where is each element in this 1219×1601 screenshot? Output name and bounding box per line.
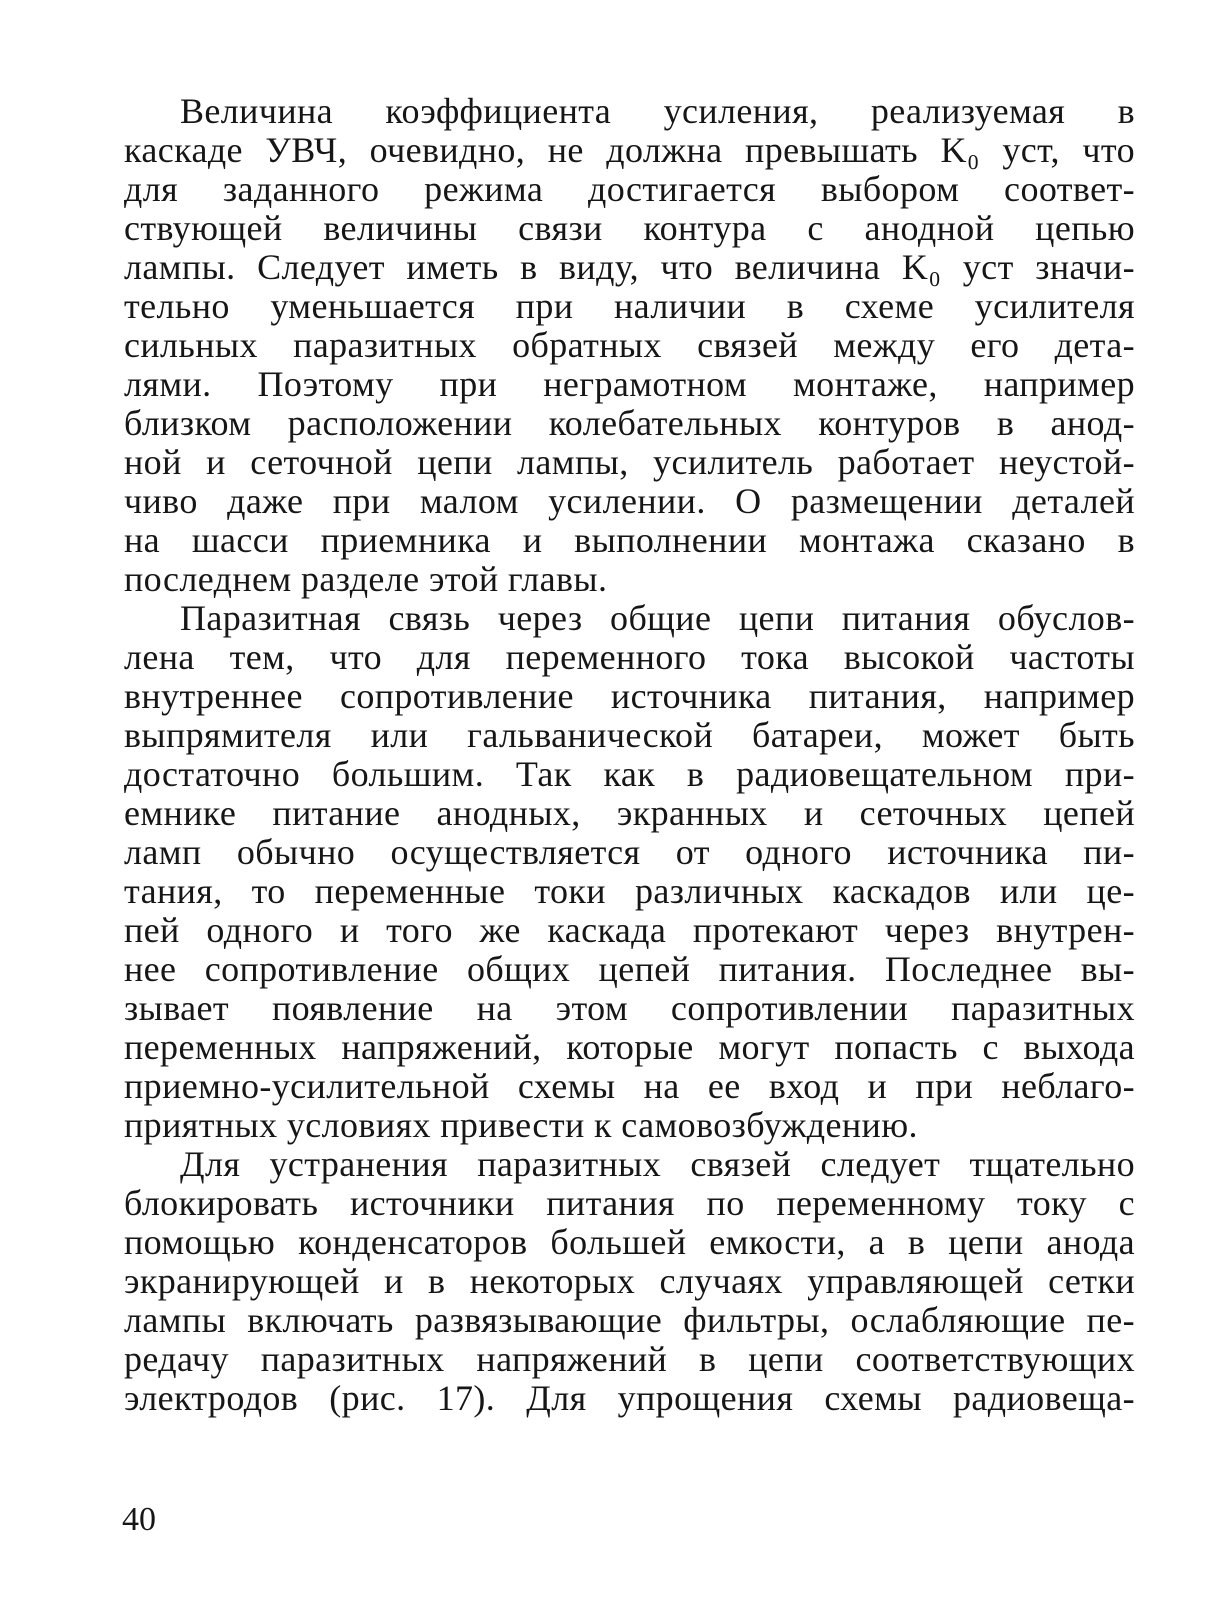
paragraph-2: [124, 599, 1135, 1145]
text-line: лампы. Следует иметь в виду, что величина K₀ уст значи-: [124, 247, 1135, 287]
text-line: лампы включать развязывающие фильтры, ослабляющие пе-: [124, 1300, 1135, 1340]
text-line: каскаде УВЧ, очевидно, не должна превышать K₀ уст, что: [124, 130, 1135, 170]
text-line: помощью конденсаторов большей емкости, а в цепи анода: [124, 1222, 1135, 1262]
text-line: переменных напряжений, которые могут попасть с выхода: [124, 1027, 1135, 1067]
text-line: емнике питание анодных, экранных и сеточных цепей: [124, 793, 1135, 833]
text-line: достаточно большим. Так как в радиовещательном при-: [124, 754, 1135, 794]
text-line: нее сопротивление общих цепей питания. Последнее вы-: [124, 949, 1135, 989]
text-line: тельно уменьшается при наличии в схеме усилителя: [124, 286, 1135, 326]
text-line: внутреннее сопротивление источника питания, например: [124, 676, 1135, 716]
text-line: лена тем, что для переменного тока высокой частоты: [124, 637, 1135, 677]
page-number: 40: [122, 1501, 156, 1538]
text-line: зывает появление на этом сопротивлении паразитных: [124, 988, 1135, 1028]
text-line: пей одного и того же каскада протекают через внутрен-: [124, 910, 1135, 950]
text-line: Паразитная связь через общие цепи питания обуслов-: [180, 598, 1135, 638]
text-line: на шасси приемника и выполнении монтажа сказано в: [124, 520, 1135, 560]
text-line: экранирующей и в некоторых случаях управляющей сетки: [124, 1261, 1135, 1301]
text-line: последнем разделе этой главы.: [124, 559, 608, 599]
text-line: Для устранения паразитных связей следует тщательно: [180, 1144, 1135, 1184]
text-line: сильных паразитных обратных связей между его дета-: [124, 325, 1135, 365]
text-line: ной и сеточной цепи лампы, усилитель работает неустой-: [124, 442, 1135, 482]
text-line: лями. Поэтому при неграмотном монтаже, например: [124, 364, 1135, 404]
page-body: [124, 92, 1135, 1418]
text-line: тания, то переменные токи различных каскадов или це-: [124, 871, 1135, 911]
text-line: ствующей величины связи контура с анодной цепью: [124, 208, 1135, 248]
text-line: приемно-усилительной схемы на ее вход и при неблаго-: [124, 1066, 1135, 1106]
text-line: редачу паразитных напряжений в цепи соответствующих: [124, 1339, 1135, 1379]
text-line: электродов (рис. 17). Для упрощения схемы радиовеща-: [124, 1378, 1135, 1418]
paragraph-3: [124, 1145, 1135, 1418]
text-line: выпрямителя или гальванической батареи, может быть: [124, 715, 1135, 755]
text-line: блокировать источники питания по переменному току с: [124, 1183, 1135, 1223]
text-line: ламп обычно осуществляется от одного источника пи-: [124, 832, 1135, 872]
paragraph-1: [124, 92, 1135, 599]
text-line: близком расположении колебательных контуров в анод-: [124, 403, 1135, 443]
text-line: чиво даже при малом усилении. О размещении деталей: [124, 481, 1135, 521]
text-line: Величина коэффициента усиления, реализуемая в: [180, 91, 1135, 131]
text-line: приятных условиях привести к самовозбуждению.: [124, 1105, 918, 1145]
text-line: для заданного режима достигается выбором соответ-: [124, 169, 1135, 209]
